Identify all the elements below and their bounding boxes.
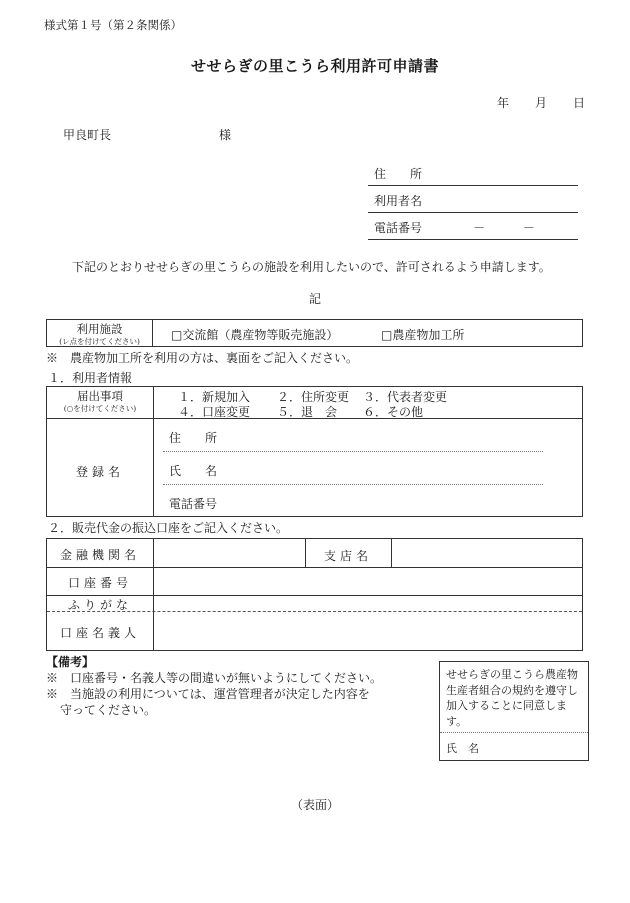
registration-phone-label: 電話番号 — [169, 497, 218, 511]
consent-name-label: 氏 名 — [446, 742, 479, 755]
remarks-heading: 【備考】 — [46, 655, 95, 669]
applicant-block — [368, 159, 578, 240]
applicant-address-label: 住 所 — [374, 167, 423, 181]
facility-label: 利用施設 — [76, 322, 123, 336]
addressee-suffix: 様 — [219, 128, 232, 142]
divider — [440, 732, 588, 733]
applicant-name-label: 利用者名 — [374, 194, 423, 208]
choice-account-change[interactable]: ４．口座変更 — [178, 405, 251, 419]
page-side-label: （表面） — [290, 798, 339, 812]
applicant-name-row[interactable] — [368, 186, 578, 213]
form-number: 様式第１号（第２条関係） — [44, 18, 182, 32]
choice-address-change[interactable]: ２．住所変更 — [277, 390, 350, 404]
furigana-label: ふりがな — [67, 598, 132, 612]
applicant-address-row[interactable] — [368, 159, 578, 186]
choice-representative-change[interactable]: ３．代表者変更 — [363, 390, 448, 404]
date-year: 年 — [497, 96, 510, 110]
bank-branch-label: 支店名 — [323, 549, 372, 563]
divider — [163, 451, 543, 452]
date-line — [497, 94, 585, 111]
remarks-line: ※ 当施設の利用については、運営管理者が決定した内容を — [46, 687, 370, 701]
account-holder-label: 口座名義人 — [59, 626, 140, 640]
remarks-line: 守ってください。 — [60, 703, 157, 717]
application-statement: 下記のとおりせせらぎの里こうらの施設を利用したいので、許可されるよう申請します。 — [72, 260, 551, 274]
registration-label: 登録名 — [75, 465, 124, 479]
divider — [47, 567, 582, 568]
ki-heading: 記 — [309, 292, 322, 306]
date-day: 日 — [573, 96, 586, 110]
facility-label-cell — [47, 320, 153, 346]
notification-label-cell — [47, 387, 153, 414]
bank-table — [46, 538, 583, 651]
section1-heading: １．利用者情報 — [48, 371, 133, 385]
divider — [153, 387, 154, 516]
choice-new[interactable]: １．新規加入 — [178, 390, 251, 404]
notification-label: 届出事項 — [77, 389, 123, 403]
date-month: 月 — [535, 96, 548, 110]
user-info-table — [46, 386, 583, 517]
facility-sublabel: (レ点を付けてください) — [59, 337, 140, 346]
processing-note: ※ 農産物加工所を利用の方は、裏面をご記入ください。 — [46, 351, 359, 365]
document-title: せせらぎの里こうら利用許可申請書 — [190, 57, 439, 75]
bank-institution-label: 金融機関名 — [59, 548, 140, 562]
divider — [391, 539, 392, 567]
account-number-label: 口座番号 — [67, 576, 132, 590]
divider — [153, 539, 154, 650]
phone-dash: － — [523, 221, 536, 235]
remarks-line: ※ 口座番号・名義人等の間違いが無いようにしてください。 — [46, 671, 383, 685]
notification-sublabel: (○を付けてください) — [63, 404, 137, 413]
registration-name-label: 氏 名 — [169, 464, 218, 478]
addressee: 甲良町長 — [63, 128, 112, 142]
facility-table — [46, 319, 583, 347]
applicant-phone-label: 電話番号 — [374, 221, 423, 235]
facility-option-processing[interactable]: □農産物加工所 — [381, 328, 465, 342]
registration-address-label: 住 所 — [169, 431, 218, 445]
phone-dash: － — [473, 221, 486, 235]
choice-withdraw[interactable]: ５．退 会 — [277, 405, 338, 419]
consent-text: せせらぎの里こうら農産物生産者組合の規約を遵守し加入することに同意します。 — [446, 668, 578, 728]
applicant-phone-row[interactable] — [368, 213, 578, 240]
facility-option-exchange-hall[interactable]: □交流館（農産物等販売施設） — [171, 328, 339, 342]
section2-heading: ２．販売代金の振込口座をご記入ください。 — [48, 521, 289, 535]
consent-box — [439, 661, 589, 761]
choice-other[interactable]: ６．その他 — [363, 405, 424, 419]
divider — [163, 484, 543, 485]
